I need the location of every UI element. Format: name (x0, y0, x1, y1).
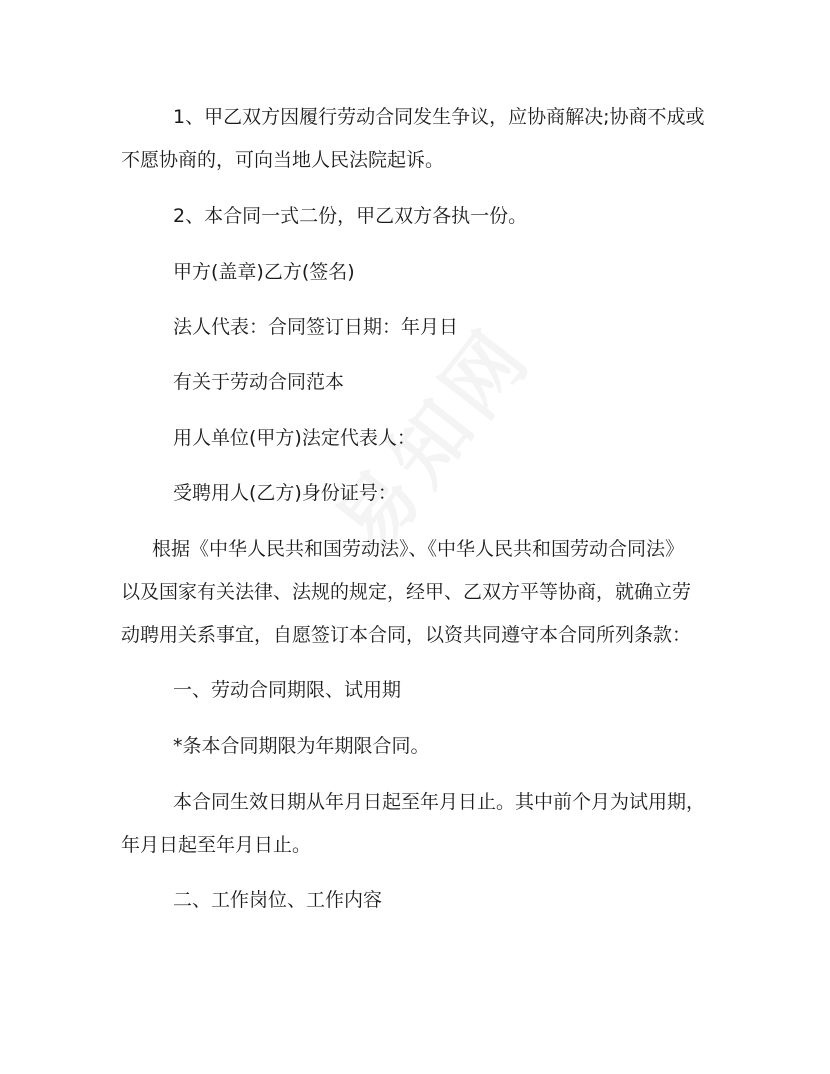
text-line: 2、本合同一式二份，甲乙双方各执一份。 (173, 205, 528, 227)
text-line: 动聘用关系事宜，自愿签订本合同，以资共同遵守本合同所列条款： (121, 624, 692, 646)
text-line: 不愿协商的，可向当地人民法院起诉。 (121, 149, 445, 171)
text-line: 受聘用人(乙方)身份证号： (173, 482, 397, 504)
text-line: 以及国家有关法律、法规的规定，经甲、乙双方平等协商，就确立劳 (121, 581, 692, 603)
text-line: 根据《中华人民共和国劳动法》、《中华人民共和国劳动合同法》 (152, 538, 685, 560)
text-line: 二、工作岗位、工作内容 (173, 889, 383, 911)
text-line: 法人代表：合同签订日期：年月日 (173, 316, 459, 338)
text-line: 年月日起至年月日止。 (121, 834, 312, 856)
text-line: 本合同生效日期从年月日起至年月日止。其中前个月为试用期， (173, 791, 706, 813)
text-line: 一、劳动合同期限、试用期 (173, 679, 402, 701)
text-line: *条本合同期限为年期限合同。 (173, 735, 430, 757)
text-line: 用人单位(甲方)法定代表人： (173, 427, 416, 449)
text-line: 甲方(盖章)乙方(签名) (173, 261, 355, 283)
text-line: 有关于劳动合同范本 (173, 371, 345, 393)
text-line: 1、甲乙双方因履行劳动合同发生争议，应协商解决;协商不成或 (173, 106, 705, 128)
